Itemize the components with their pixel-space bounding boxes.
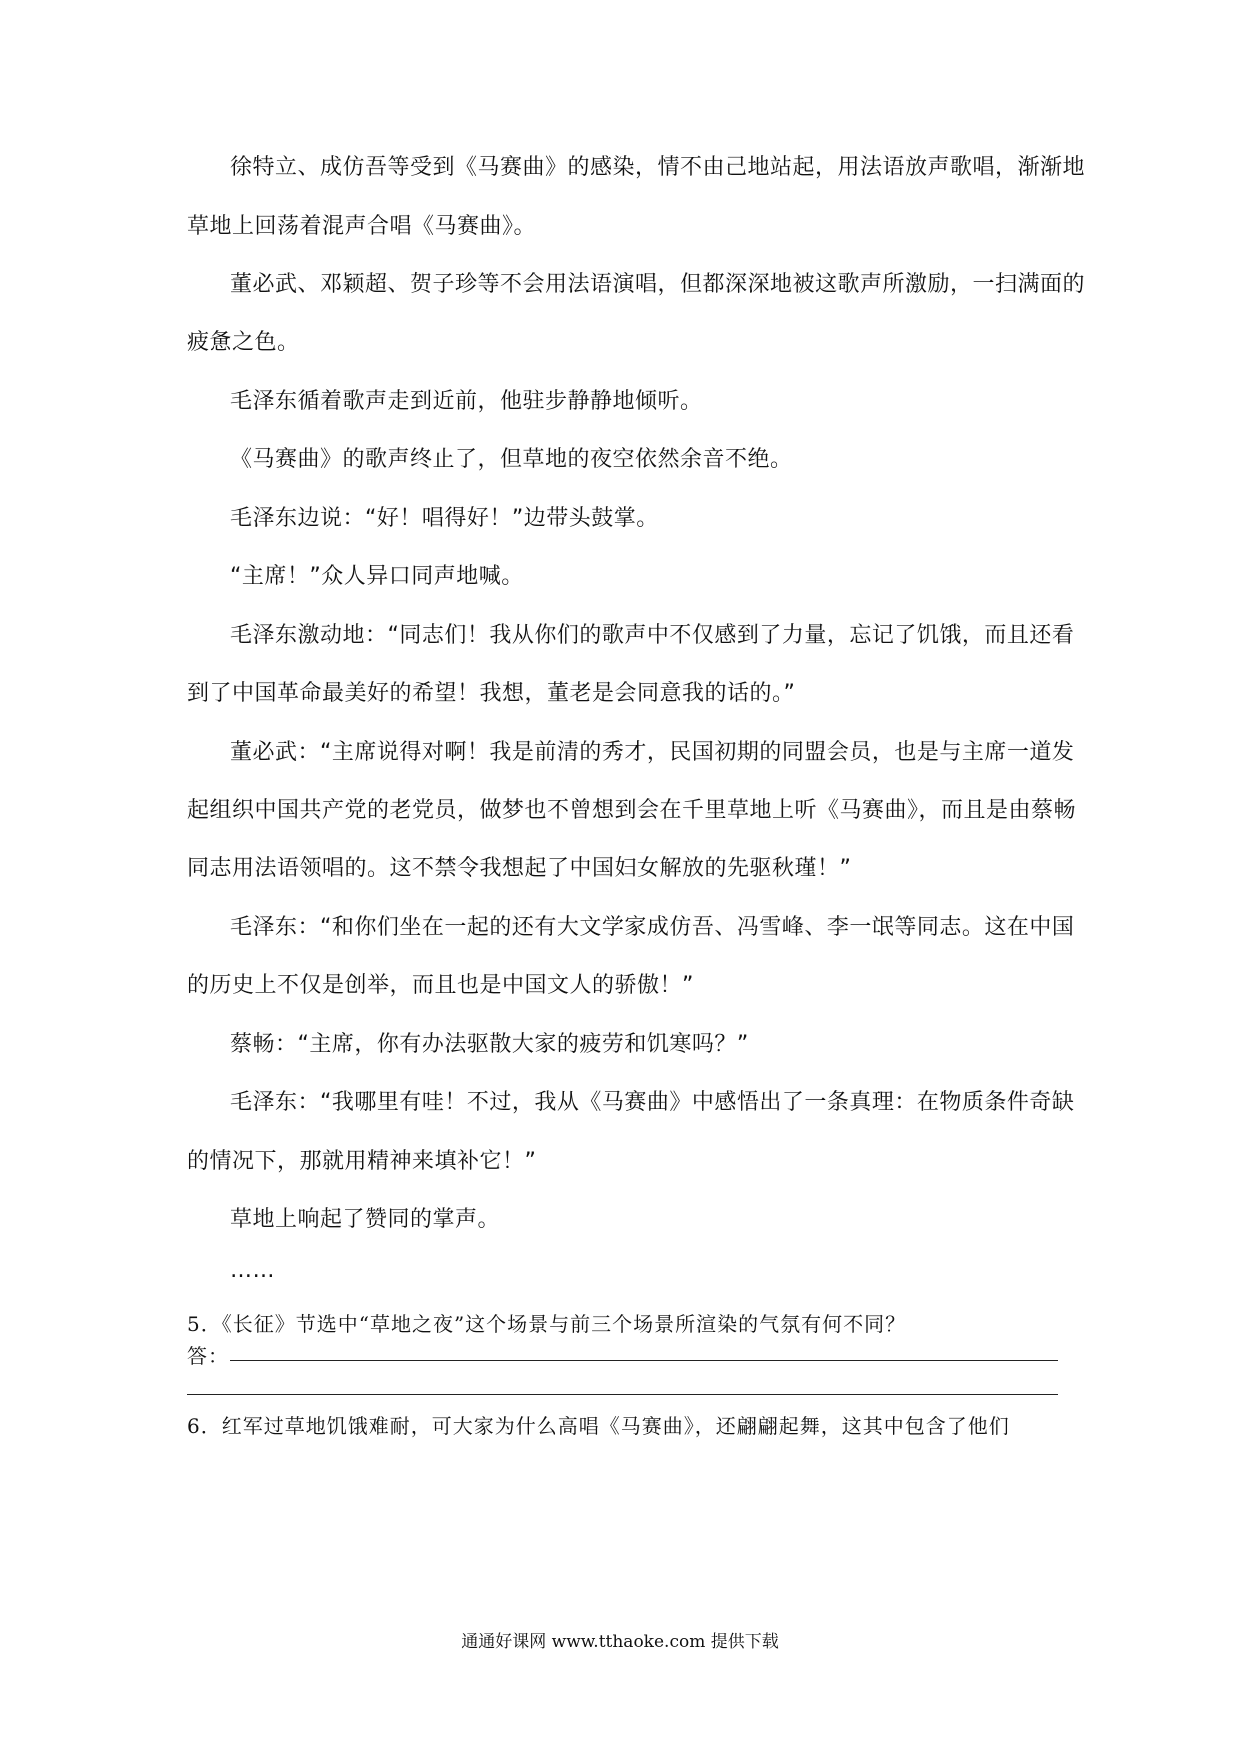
passage-line: 草地上回荡着混声合唱《马赛曲》。 xyxy=(187,214,537,239)
passage-line: 毛泽东边说：“好！唱得好！”边带头鼓掌。 xyxy=(230,506,659,531)
passage-line: 起组织中国共产党的老党员，做梦也不曾想到会在千里草地上听《马赛曲》，而且是由蔡畅 xyxy=(187,798,1077,823)
answer-line[interactable] xyxy=(187,1394,1058,1395)
passage-line: 蔡畅：“主席，你有办法驱散大家的疲劳和饥寒吗？” xyxy=(230,1032,749,1057)
passage-line: 毛泽东：“和你们坐在一起的还有大文学家成仿吾、冯雪峰、李一氓等同志。这在中国 xyxy=(230,915,1075,940)
passage-line: 的历史上不仅是创举，而且也是中国文人的骄傲！” xyxy=(187,973,694,998)
passage-line: 董必武：“主席说得对啊！我是前清的秀才，民国初期的同盟会员，也是与主席一道发 xyxy=(230,740,1075,765)
passage-line: 毛泽东：“我哪里有哇！不过，我从《马赛曲》中感悟出了一条真理：在物质条件奇缺 xyxy=(230,1090,1075,1115)
passage-line: “主席！”众人异口同声地喊。 xyxy=(230,564,524,589)
passage-line: 徐特立、成仿吾等受到《马赛曲》的感染，情不由己地站起，用法语放声歌唱，渐渐地 xyxy=(230,155,1086,180)
passage-line: 毛泽东循着歌声走到近前，他驻步静静地倾听。 xyxy=(230,389,703,414)
passage-line: 到了中国革命最美好的希望！我想，董老是会同意我的话的。” xyxy=(187,681,796,706)
page-footer: 通通好课网 www.tthaoke.com 提供下载 xyxy=(461,1632,779,1652)
passage-line: 草地上响起了赞同的掌声。 xyxy=(230,1207,501,1232)
passage-line: 疲惫之色。 xyxy=(187,330,300,355)
passage-line: 《马赛曲》的歌声终止了，但草地的夜空依然余音不绝。 xyxy=(230,447,793,472)
question-5: 5．《长征》节选中“草地之夜”这个场景与前三个场景所渲染的气氛有何不同？ xyxy=(187,1312,907,1336)
passage-line: 董必武、邓颖超、贺子珍等不会用法语演唱，但都深深地被这歌声所激励，一扫满面的 xyxy=(230,272,1086,297)
answer-label: 答： xyxy=(187,1344,229,1368)
passage-line: 毛泽东激动地：“同志们！我从你们的歌声中不仅感到了力量，忘记了饥饿，而且还看 xyxy=(230,623,1075,648)
passage-line: 的情况下，那就用精神来填补它！” xyxy=(187,1149,537,1174)
passage-ellipsis: …… xyxy=(230,1258,275,1283)
answer-line[interactable] xyxy=(230,1360,1058,1361)
passage-line: 同志用法语领唱的。这不禁令我想起了中国妇女解放的先驱秋瑾！” xyxy=(187,856,852,881)
question-6: 6．红军过草地饥饿难耐，可大家为什么高唱《马赛曲》，还翩翩起舞，这其中包含了他们 xyxy=(187,1414,1010,1438)
